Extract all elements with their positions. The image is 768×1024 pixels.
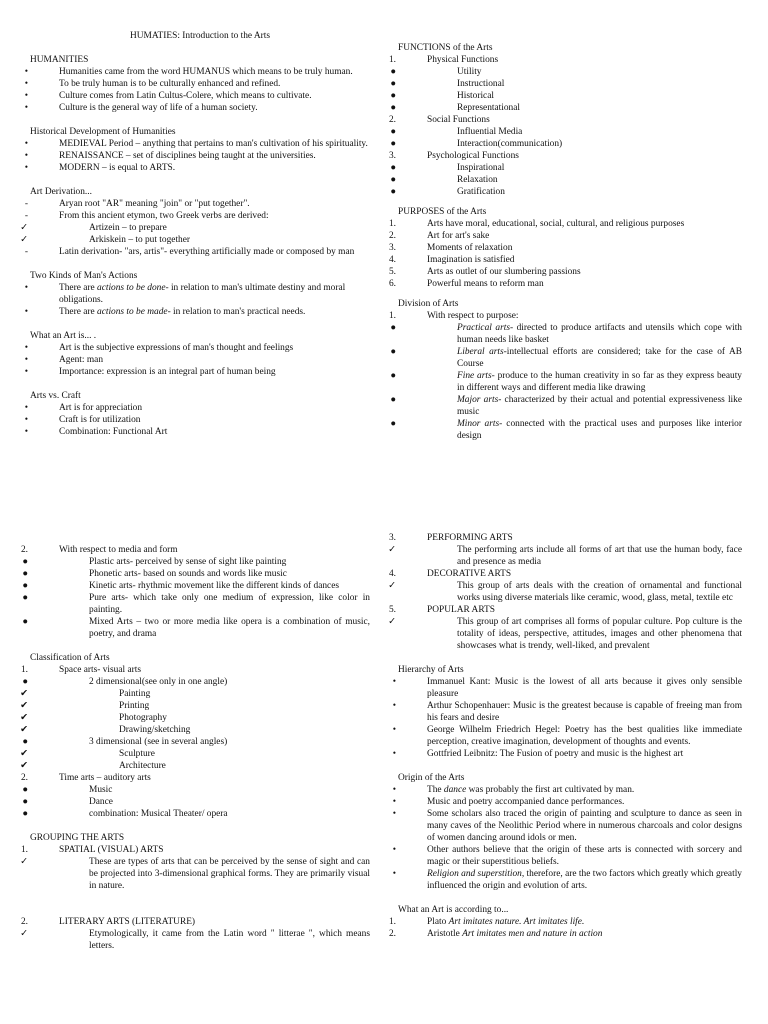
list-marker: • xyxy=(24,343,28,353)
list-item: ● Interaction(communication) xyxy=(398,138,742,150)
list-item: • Culture is the general way of life of a human society. xyxy=(30,102,370,114)
section-heading: Origin of the Arts xyxy=(398,773,465,783)
list-item: • The dance was probably the first art cultivated by man. xyxy=(398,784,742,796)
list-marker: • xyxy=(392,725,396,735)
list-item: ● Relaxation xyxy=(398,174,742,186)
list-marker: • xyxy=(24,163,28,173)
list-item: 1. Plato Art imitates nature. Art imitates life. xyxy=(398,916,742,928)
list-item: • There are actions to be made- in relation to man's practical needs. xyxy=(30,306,370,318)
list-item: ● Pure arts- which take only one medium of expression, like color in painting. xyxy=(30,592,370,616)
section-heading: Hierarchy of Arts xyxy=(398,665,464,675)
list-item: • Some scholars also traced the origin of painting and sculpture to dance as seen in many caves of the Neolithic Period where in numerous charcoals and color designs of women dancing around idols or men. xyxy=(398,808,742,844)
list-marker: 4. xyxy=(388,255,396,265)
list-item: 1. SPATIAL (VISUAL) ARTS xyxy=(30,844,370,856)
list-item: • Art is for appreciation xyxy=(30,402,370,414)
list-marker: 3. xyxy=(388,151,396,161)
column-bottom-right xyxy=(388,532,742,952)
list-marker: ✓ xyxy=(388,545,396,555)
list-marker: 2. xyxy=(388,231,396,241)
list-item: ✓ This group of arts deals with the creation of ornamental and functional works using diverse materials like ceramic, wood, glass, metal, textile etc xyxy=(398,580,742,604)
list-item: 5. Arts as outlet of our slumbering passions xyxy=(398,266,742,278)
section-hierarchy xyxy=(392,664,742,760)
list-item: ✔ Photography xyxy=(30,712,370,724)
list-marker: ✔ xyxy=(20,761,28,771)
list-item: ✔ Architecture xyxy=(30,760,370,772)
list-marker: • xyxy=(392,797,396,807)
list-marker: • xyxy=(24,139,28,149)
list-item: 3. Psychological Functions xyxy=(398,150,742,162)
list-marker: ● xyxy=(390,67,396,77)
list-marker: • xyxy=(392,701,396,711)
list-marker: • xyxy=(24,415,28,425)
list-item: 2. Aristotle Art imitates men and nature in action xyxy=(398,928,742,940)
section-heading: FUNCTIONS of the Arts xyxy=(398,43,493,53)
list-marker: ● xyxy=(390,347,396,357)
list-item: ✓ The performing arts include all forms of art that use the human body, face and presence as media xyxy=(398,544,742,568)
list-item: - Latin derivation- "ars, artis"- everything artificially made or composed by man xyxy=(30,246,370,258)
list-marker: ✔ xyxy=(20,749,28,759)
list-marker: ● xyxy=(22,569,28,579)
list-marker: 1. xyxy=(388,55,396,65)
list-marker: • xyxy=(24,355,28,365)
list-item: 2. With respect to media and form xyxy=(30,544,370,556)
list-marker: ● xyxy=(390,79,396,89)
list-marker: ● xyxy=(390,371,396,381)
section-media-form xyxy=(20,544,370,640)
list-item: ✓ Etymologically, it came from the Latin word " litterae ", which means letters. xyxy=(30,928,370,952)
list-item: ✓ These are types of arts that can be perceived by the sense of sight and can be projected into 3-dimensional graphical forms. They are primarily visual in nature. xyxy=(30,856,370,892)
section-functions xyxy=(388,42,742,198)
list-marker: ✔ xyxy=(20,725,28,735)
list-item: • MODERN – is equal to ARTS. xyxy=(30,162,370,174)
list-marker: • xyxy=(24,427,28,437)
section-according-to xyxy=(388,904,742,940)
list-item: 6. Powerful means to reform man xyxy=(398,278,742,290)
list-item: ● 2 dimensional(see only in one angle) xyxy=(30,676,370,688)
list-item: 4. DECORATIVE ARTS xyxy=(398,568,742,580)
list-item: • Gottfried Leibnitz: The Fusion of poetry and music is the highest art xyxy=(398,748,742,760)
list-item: ● Influential Media xyxy=(398,126,742,138)
list-marker: ● xyxy=(390,103,396,113)
list-marker: 2. xyxy=(20,773,28,783)
list-marker: ● xyxy=(390,395,396,405)
list-marker: ● xyxy=(390,175,396,185)
list-marker: ● xyxy=(390,187,396,197)
document-title: HUMATIES: Introduction to the Arts xyxy=(129,31,271,41)
section-humanities xyxy=(24,54,370,114)
list-marker: • xyxy=(24,367,28,377)
list-marker: - xyxy=(24,199,28,209)
list-item: 2. Social Functions xyxy=(398,114,742,126)
list-item: • Humanities came from the word HUMANUS which means to be truly human. xyxy=(30,66,370,78)
list-marker: • xyxy=(24,67,28,77)
list-marker: • xyxy=(392,845,396,855)
section-heading: Classification of Arts xyxy=(30,653,110,663)
list-item: ● 3 dimensional (see in several angles) xyxy=(30,736,370,748)
list-marker: 3. xyxy=(388,533,396,543)
list-item: • There are actions to be done- in relation to man's ultimate destiny and moral obligations. xyxy=(30,282,370,306)
list-marker: ✓ xyxy=(20,223,28,233)
list-marker: ✓ xyxy=(388,581,396,591)
list-item: • Combination: Functional Art xyxy=(30,426,370,438)
list-item: ● Plastic arts- perceived by sense of sight like painting xyxy=(30,556,370,568)
list-marker: 2. xyxy=(388,929,396,939)
list-marker: 1. xyxy=(388,311,396,321)
section-heading: GROUPING THE ARTS xyxy=(30,833,125,843)
list-marker: ● xyxy=(22,581,28,591)
list-item: 3. PERFORMING ARTS xyxy=(398,532,742,544)
section-arts-vs-craft xyxy=(24,390,370,438)
list-marker: 1. xyxy=(388,219,396,229)
list-item: ✔ Painting xyxy=(30,688,370,700)
list-item: • Immanuel Kant: Music is the lowest of all arts because it gives only sensible pleasure xyxy=(398,676,742,700)
list-marker: ● xyxy=(390,91,396,101)
list-item: 4. Imagination is satisfied xyxy=(398,254,742,266)
list-item: ✓ Arkiskein – to put together xyxy=(30,234,370,246)
list-marker: • xyxy=(24,79,28,89)
section-heading: Division of Arts xyxy=(398,299,459,309)
list-item: 2. Time arts – auditory arts xyxy=(30,772,370,784)
list-marker: 4. xyxy=(388,569,396,579)
list-marker: ✔ xyxy=(20,689,28,699)
list-marker: • xyxy=(24,307,28,317)
list-marker: ✓ xyxy=(20,235,28,245)
list-item: 1. With respect to purpose: xyxy=(398,310,742,322)
list-item: • Art is the subjective expressions of man's thought and feelings xyxy=(30,342,370,354)
column-top-right xyxy=(388,42,743,454)
list-marker: ● xyxy=(22,593,28,603)
list-marker: 2. xyxy=(388,115,396,125)
list-item: • Craft is for utilization xyxy=(30,414,370,426)
list-marker: • xyxy=(24,91,28,101)
list-marker: 2. xyxy=(20,917,28,927)
list-marker: • xyxy=(392,677,396,687)
section-division xyxy=(388,298,743,442)
list-marker: ● xyxy=(22,677,28,687)
section-two-kinds-actions xyxy=(24,270,370,318)
list-marker: 5. xyxy=(388,605,396,615)
list-item: • Importance: expression is an integral part of human being xyxy=(30,366,370,378)
list-item: 2. LITERARY ARTS (LITERATURE) xyxy=(30,916,370,928)
section-heading: PURPOSES of the Arts xyxy=(398,207,487,217)
list-item: ● Major arts- characterized by their actual and potential expressiveness like music xyxy=(398,394,742,418)
list-item: 1. Physical Functions xyxy=(398,54,742,66)
list-marker: • xyxy=(24,283,28,293)
list-item: • RENAISSANCE – set of disciplines being taught at the universities. xyxy=(30,150,370,162)
list-item: • Music and poetry accompanied dance performances. xyxy=(398,796,742,808)
list-item: ✔ Printing xyxy=(30,700,370,712)
list-marker: 6. xyxy=(388,279,396,289)
list-marker: ● xyxy=(390,323,396,333)
list-marker: • xyxy=(392,869,396,879)
list-marker: • xyxy=(392,749,396,759)
list-marker: ● xyxy=(390,139,396,149)
list-marker: ● xyxy=(390,127,396,137)
list-item: ● Fine arts- produce to the human creativity in so far as they express beauty in different ways and different media like drawing xyxy=(398,370,742,394)
section-heading: Historical Development of Humanities xyxy=(30,127,176,137)
list-marker: 5. xyxy=(388,267,396,277)
section-purposes xyxy=(388,206,742,290)
list-item: 3. Moments of relaxation xyxy=(398,242,742,254)
section-heading: Art Derivation... xyxy=(30,187,92,197)
list-item: ● Dance xyxy=(30,796,370,808)
list-item: ● Utility xyxy=(398,66,742,78)
list-marker: ● xyxy=(390,163,396,173)
section-heading: Arts vs. Craft xyxy=(30,391,81,401)
list-item: • Other authors believe that the origin of these arts is connected with sorcery and magic or their superstitious beliefs. xyxy=(398,844,742,868)
list-marker: ✓ xyxy=(388,617,396,627)
list-item: ✓ Artizein – to prepare xyxy=(30,222,370,234)
section-heading: What an Art is... . xyxy=(30,331,97,341)
list-item: ✔ Drawing/sketching xyxy=(30,724,370,736)
list-item: ● Representational xyxy=(398,102,742,114)
list-item: ● combination: Musical Theater/ opera xyxy=(30,808,370,820)
list-marker: ● xyxy=(22,785,28,795)
list-item: 2. Art for art's sake xyxy=(398,230,742,242)
list-item: ● Minor arts- connected with the practical uses and purposes like interior design xyxy=(398,418,742,442)
list-marker: ● xyxy=(22,809,28,819)
list-marker: ✓ xyxy=(20,929,28,939)
section-grouping xyxy=(20,832,370,952)
list-item: 1. Arts have moral, educational, social, cultural, and religious purposes xyxy=(398,218,742,230)
list-item: ● Gratification xyxy=(398,186,742,198)
list-marker: ✔ xyxy=(20,701,28,711)
list-item: ● Phonetic arts- based on sounds and words like music xyxy=(30,568,370,580)
list-item: ✓ This group of art comprises all forms of popular culture. Pop culture is the totality of ideas, perspective, attitudes, images and other phenomena that showcases what is trendy, well-liked, and prevalent xyxy=(398,616,742,652)
list-item: ● Practical arts- directed to produce artifacts and utensils which cope with human needs like basket xyxy=(398,322,742,346)
list-item: • Arthur Schopenhauer: Music is the greatest because is capable of freeing man from his fears and desire xyxy=(398,700,742,724)
list-item: • Culture comes from Latin Cultus-Colere, which means to cultivate. xyxy=(30,90,370,102)
list-marker: 2. xyxy=(20,545,28,555)
list-item: • To be truly human is to be culturally enhanced and refined. xyxy=(30,78,370,90)
list-marker: 1. xyxy=(20,665,28,675)
list-item: ✔ Sculpture xyxy=(30,748,370,760)
list-item: ● Kinetic arts- rhythmic movement like the different kinds of dances xyxy=(30,580,370,592)
list-marker: • xyxy=(392,809,396,819)
section-classification xyxy=(20,652,370,820)
list-marker: • xyxy=(24,151,28,161)
list-marker: - xyxy=(24,247,28,257)
list-item: 1. Space arts- visual arts xyxy=(30,664,370,676)
list-marker: • xyxy=(24,103,28,113)
list-marker: ● xyxy=(22,737,28,747)
list-item: - From this ancient etymon, two Greek verbs are derived: xyxy=(30,210,370,222)
list-item: 5. POPULAR ARTS xyxy=(398,604,742,616)
section-art-derivation xyxy=(20,186,370,258)
list-item: ● Historical xyxy=(398,90,742,102)
list-marker: ● xyxy=(390,419,396,429)
list-marker: ● xyxy=(22,617,28,627)
list-item: - Aryan root "AR" meaning "join" or "put together". xyxy=(30,198,370,210)
list-item: • Agent: man xyxy=(30,354,370,366)
list-marker: • xyxy=(392,785,396,795)
list-marker: 1. xyxy=(20,845,28,855)
list-marker: - xyxy=(24,211,28,221)
section-historical-development xyxy=(24,126,370,174)
list-item: ● Inspirational xyxy=(398,162,742,174)
section-heading: HUMANITIES xyxy=(30,55,89,65)
column-top-left xyxy=(20,30,370,450)
list-item: ● Liberal arts-intellectual efforts are considered; take for the case of AB Course xyxy=(398,346,742,370)
list-marker: ✔ xyxy=(20,713,28,723)
section-heading: Two Kinds of Man's Actions xyxy=(30,271,138,281)
section-heading: What an Art is according to... xyxy=(398,905,509,915)
section-what-an-art-is xyxy=(24,330,370,378)
list-item: ● Mixed Arts – two or more media like opera is a combination of music, poetry, and drama xyxy=(30,616,370,640)
list-marker: ✓ xyxy=(20,857,28,867)
list-item: • George Wilhelm Friedrich Hegel: Poetry has the best qualities like immediate perception, creative imagination, development of thoughts and events. xyxy=(398,724,742,748)
list-marker: 1. xyxy=(388,917,396,927)
list-marker: • xyxy=(24,403,28,413)
list-item: • MEDIEVAL Period – anything that pertains to man's cultivation of his spirituality. xyxy=(30,138,370,150)
list-item: ● Instructional xyxy=(398,78,742,90)
list-marker: ● xyxy=(22,797,28,807)
section-art-groups xyxy=(388,532,742,652)
list-marker: ● xyxy=(22,557,28,567)
list-marker: 3. xyxy=(388,243,396,253)
section-origin xyxy=(392,772,742,892)
column-bottom-left xyxy=(20,544,370,964)
list-item: ● Music xyxy=(30,784,370,796)
list-item: • Religion and superstition, therefore, are the two factors which greatly which greatly influenced the origin and evolution of arts. xyxy=(398,868,742,892)
